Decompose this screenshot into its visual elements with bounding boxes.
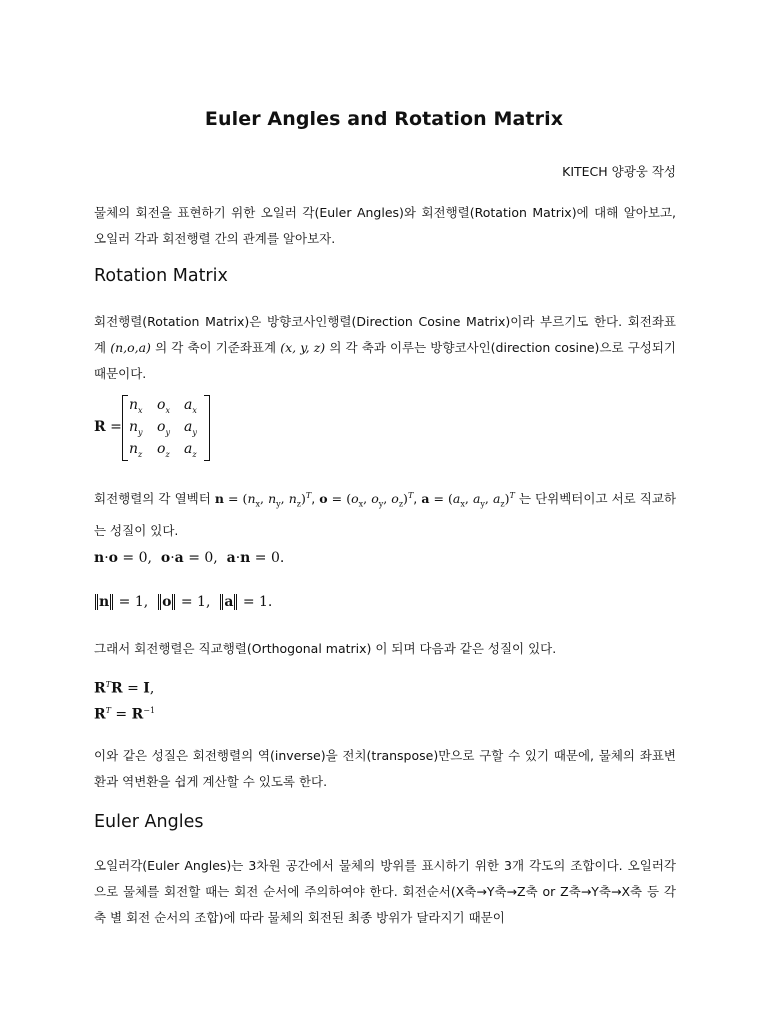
column-vectors-paragraph: 회전행렬의 각 열벡터 $n = (n_x$, $n_y$, $n_z)^T$, $o = (o_x$, $o_y$, $o_z)^T$, $a = (a_x$, $a_y$, $a_z)^T$ 는 단위벡터이고 서로 직교하는 성질이 있다.: [94, 491, 677, 538]
reference-frame-math: (x, y, z): [280, 340, 326, 355]
inverse-property-paragraph: 이와 같은 성질은 회전행렬의 역(inverse)을 전치(transpose)만으로 구할 수 있기 때문에, 물체의 좌표변환과 역변환을 쉽게 계산할 수 있도록 한다.: [94, 748, 676, 789]
rotating-frame-math: (n,o,a): [110, 340, 151, 355]
matrix-lhs: R =: [94, 419, 122, 435]
matrix-cell-oz: $o_z$: [157, 441, 170, 459]
rotation-matrix-paragraph: [94, 309, 676, 387]
matrix-cell-nz: $n_z$: [129, 441, 143, 459]
matrix-cell-oy: $o_y$: [157, 419, 170, 437]
right-bracket: [204, 395, 210, 461]
paragraph-text: 회전행렬(Rotation Matrix)은 방향코사인행렬(Direction Cosine Matrix)이라 부르기도 한다. 회전좌표계: [94, 314, 676, 355]
document-title: Euler Angles and Rotation Matrix: [204, 108, 564, 130]
paragraph-text: 의 각 축과 이루는 방향코사인(direction cosine)으로 구성되기 때문이다.: [94, 340, 676, 381]
section-heading-rotation-matrix: Rotation Matrix: [94, 266, 228, 286]
rtr-equation: $R^TR = I$,: [94, 680, 155, 697]
section-heading-euler-angles: Euler Angles: [94, 812, 204, 832]
matrix-cell-ax: $a_x$: [184, 397, 197, 415]
r-inverse-equation: $R^T = R^{-1}$: [94, 706, 156, 723]
matrix-cell-az: $a_z$: [184, 441, 197, 459]
vector-a: $a = (a_x$, $a_y$, $a_z)^T$: [421, 491, 515, 509]
matrix-cell-nx: $n_x$: [129, 397, 143, 415]
unit-norm-equation: n = 1, o = 1, a = 1.: [94, 594, 272, 610]
matrix-cell-ay: $a_y$: [184, 419, 197, 437]
vector-o: $o = (o_x$, $o_y$, $o_z)^T$: [319, 491, 414, 509]
paragraph-text: 는 단위벡터이고 서로 직교하는 성질이 있다.: [94, 491, 677, 538]
paragraph-text: 회전행렬의 각 열벡터: [94, 491, 211, 507]
euler-angles-paragraph: 오일러각(Euler Angles)는 3차원 공간에서 물체의 방위를 표시하기 위한 3개 각도의 조합이다. 오일러각으로 물체를 회전할 때는 회전 순서에 주의하여야 한다. 회전순서(X축→Y축→Z축 or Z축→Y축→X축 등 각 축 별 회전 순서의 조합)에 따라 물체의 회전된 최종 방위가 달라지기 때문이: [94, 858, 676, 925]
matrix-cell-ox: $o_x$: [157, 397, 170, 415]
paragraph-text: 의 각 축이 기준좌표계: [155, 340, 277, 355]
vector-n: $n = (n_x$, $n_y$, $n_z)^T$: [214, 491, 312, 509]
orthogonal-matrix-paragraph: 그래서 회전행렬은 직교행렬(Orthogonal matrix) 이 되며 다음과 같은 성질이 있다.: [94, 641, 557, 656]
left-bracket: [122, 395, 128, 461]
matrix-cell-ny: $n_y$: [129, 419, 143, 437]
intro-paragraph: 물체의 회전을 표현하기 위한 오일러 각(Euler Angles)와 회전행렬(Rotation Matrix)에 대해 알아보고, 오일러 각과 회전행렬 간의 관계를 알아보자.: [94, 205, 676, 246]
author-line: KITECH 양광웅 작성: [562, 164, 676, 179]
orthogonality-equation: n·o = 0, o·a = 0, a·n = 0.: [94, 550, 285, 566]
